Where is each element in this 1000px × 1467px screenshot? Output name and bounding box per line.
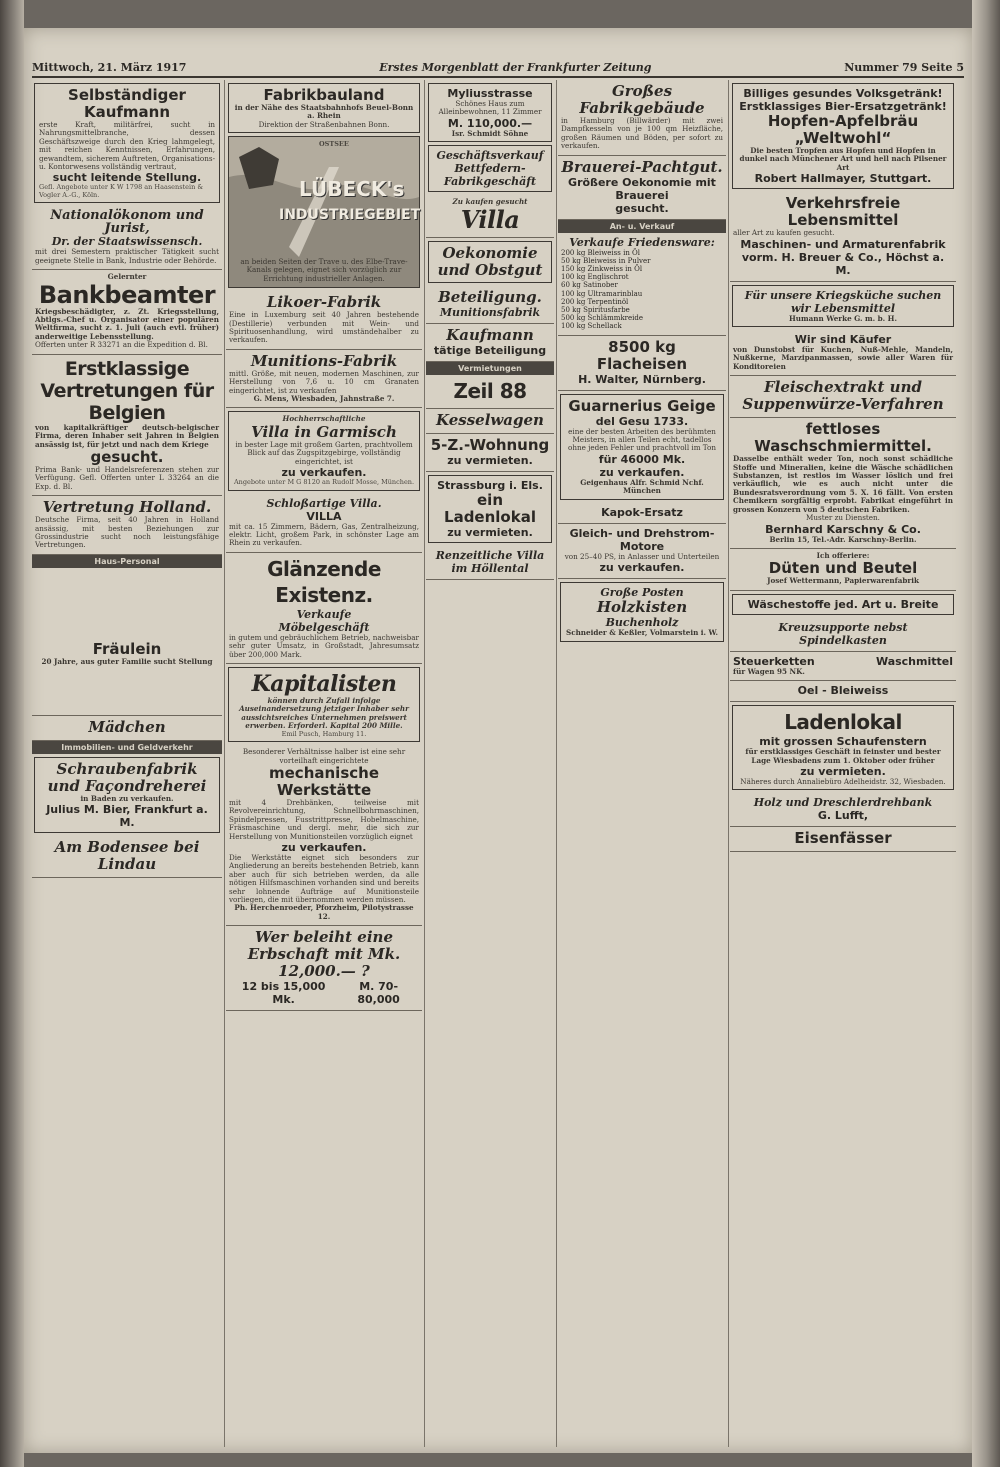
- ad-title: Renzeitliche Villa im Höllental: [435, 548, 545, 575]
- ad-sum-left: 12 bis 15,000 Mk.: [241, 980, 326, 1007]
- ad-label: Große Posten: [600, 586, 684, 600]
- column-rule: [728, 80, 729, 1447]
- ad-maedchen: [32, 716, 222, 741]
- ad-title: Oekonomie und Obstgut: [437, 243, 543, 279]
- ad-sub: tätige Beteiligung: [433, 343, 547, 357]
- ad-hoellental: [426, 546, 554, 580]
- section-haus-personal: Haus-Personal: [32, 555, 222, 568]
- ad-eisenfaesser: [730, 827, 956, 852]
- ad-contact: Humann Werke G. m. b. H.: [789, 313, 897, 323]
- column-rule: [224, 80, 225, 1447]
- header-issue: Nummer 79 Seite 5: [844, 61, 964, 74]
- ad-subtitle: Dr. der Staatswissensch.: [51, 235, 203, 249]
- ad-price: M. 110,000.—: [447, 116, 533, 130]
- ad-title: Am Bodensee bei Lindau: [54, 838, 200, 874]
- ad-title: Villa in Garmisch: [251, 422, 397, 441]
- ad-belgien: [32, 355, 222, 496]
- ad-body: in bester Lage mit großem Garten, prachtvollem Blick auf das Zugspitzgebirge, vollständig eingerichtet, ist: [235, 439, 413, 466]
- ad-tueten: [730, 549, 956, 591]
- ad-title: Brauerei-Pachtgut.: [561, 157, 723, 176]
- ad-title: Wir sind Käufer: [794, 333, 892, 347]
- ad-steuerketten-block: [733, 655, 815, 676]
- ad-body: für erstklassiges Geschäft in feinster und bester Lage Wiesbadens zum 1. Oktober oder früher: [745, 747, 941, 765]
- ad-label: Ich offeriere:: [816, 550, 870, 560]
- ad-contact: Angebote unter M G 8120 an Rudolf Mosse, München.: [233, 478, 415, 487]
- ad-body: von kapitalkräftiger deutsch-belgischer Firma, deren Inhaber seit Jahren in Belgien ansässig ist, für jetzt und nach dem Kriege: [35, 422, 219, 449]
- ad-contact: Julius M. Bier, Frankfurt a. M.: [46, 803, 208, 830]
- ad-title: Glänzende Existenz.: [267, 556, 381, 607]
- ad-fabrikgebaeude: [558, 80, 726, 156]
- ad-wohnung: [426, 434, 554, 472]
- ad-label: Zu kaufen gesucht: [452, 197, 528, 207]
- ad-ladenlokal: [732, 705, 954, 790]
- ad-title: Kapitalisten: [251, 671, 397, 698]
- ad-body: mittl. Größe, mit neuen, modernen Maschinen, zur Herstellung von 7,6 u. 10 cm Granaten eingerichtet, ist zu verkaufen: [229, 368, 419, 395]
- ad-title: 8500 kg Flacheisen: [596, 337, 688, 373]
- ad-title: Selbständiger Kaufmann: [68, 86, 186, 121]
- ad-title: Beteiligung.: [438, 287, 542, 306]
- ad-fabrikbauland: [228, 83, 420, 133]
- ad-kreuzsupporte: [730, 618, 956, 652]
- ad-title: Erstklassige Vertretungen für Belgien: [40, 357, 214, 424]
- ad-title: Bankbeamter: [38, 280, 216, 309]
- ad-flacheisen: [558, 336, 726, 391]
- ad-sub: Buchenholz: [605, 616, 679, 630]
- page-header: [32, 58, 964, 78]
- ad-intro: Besonderer Verhältnisse halber ist eine sehr vorteilhaft eingerichtete: [242, 747, 406, 765]
- ad-brauerei: [558, 156, 726, 220]
- ad-contact: Geigenhaus Alfr. Schmid Nchf. München: [580, 477, 704, 496]
- ad-holzkisten: [560, 582, 724, 641]
- ad-contact: Emil Pusch, Hamburg 11.: [281, 729, 367, 738]
- ad-body: Die besten Tropfen aus Hopfen und Hopfen in dunkel nach Münchener Art und hell nach Pilsener Art: [739, 146, 947, 172]
- ad-strassburg: [428, 475, 552, 543]
- ad-body: Schönes Haus zum Alleinbewohnen, 11 Zimmer: [438, 99, 542, 117]
- ad-year: del Gesu 1733.: [595, 414, 689, 428]
- ad-title: Mädchen: [88, 717, 166, 736]
- ad-title: Verkehrsfreie Lebensmittel: [785, 194, 901, 230]
- ad-motoren: [558, 524, 726, 579]
- ad-title: Myliusstrasse: [447, 87, 533, 100]
- ad-title: Zeil 88: [453, 378, 527, 403]
- ad-headline: zu verkaufen.: [281, 466, 367, 480]
- ad-title: Kreuzsupporte nebst Spindelkasten: [778, 620, 908, 647]
- ad-title: Oel - Bleiweiss: [797, 684, 889, 698]
- ad-title: Großes Fabrikgebäude: [579, 82, 705, 117]
- ad-bodensee: [32, 836, 222, 878]
- ad-note: Muster zu Diensten.: [806, 513, 880, 523]
- ad-body: können durch Zufall infolge Auseinandersetzung jetziger Inhaber sehr aussichtsreiches Unternehmen preiswert erwerben. Erforderl. Kapital 200 Mille.: [239, 696, 409, 731]
- ad-beteiligung: [426, 286, 554, 324]
- ad-title: Holz und Dreschlerdrehbank: [753, 796, 933, 810]
- ad-body: mit ca. 15 Zimmern, Bädern, Gas, Zentralheizung, elektr. Licht, großem Park, in schönster Lage am Rhein zu verkaufen.: [229, 521, 419, 548]
- ad-sums: [229, 980, 419, 1006]
- ad-title: Holzkisten: [596, 598, 688, 617]
- ad-fraeulein: [32, 568, 222, 716]
- ad-title: Strassburg i. Els.: [437, 478, 543, 492]
- ad-contact: G. Mens, Wiesbaden, Jahnstraße 7.: [253, 394, 395, 404]
- list-item: 50 kg Spiritusfarbe: [561, 306, 630, 315]
- book-spine: [0, 0, 24, 1467]
- ad-sub: Möbelgeschäft: [278, 620, 370, 634]
- ad-contact: Robert Hallmayer, Stuttgart.: [754, 172, 932, 186]
- ad-headline: zu verkaufen.: [599, 465, 685, 479]
- ad-body: 20 Jahre, aus guter Familie sucht Stellung: [41, 656, 213, 666]
- ad-title: fettloses Waschschmiermittel.: [754, 420, 932, 456]
- ad-myliusstrasse: [428, 83, 552, 142]
- list-item: 200 kg Terpentinöl: [561, 297, 629, 306]
- ad-body: mit 4 Drehbänken, teilweise mit Revolvereinrichtung, Schnellbohrmaschinen, Spindelpressen, Fusstrittpresse, Hobelmaschine, Fräsmaschine und dergl. mehr, die sich zur Herstellung von Munitionsteilen vorzüglich eignet: [229, 797, 419, 841]
- ad-body: von 25–40 PS, in Anlasser und Unterteilen: [564, 551, 720, 561]
- column-2: [226, 80, 422, 1447]
- ad-volksgetraenk: [732, 83, 954, 189]
- ad-contact: Bernhard Karschny & Co.: [765, 522, 921, 536]
- ad-kaufmann-beteiligung: [426, 324, 554, 362]
- ad-label: Gelernter: [107, 272, 147, 282]
- ad-contact: Isr. Schmidt Söhne: [451, 128, 529, 138]
- ad-title: Schloßartige Villa.: [266, 496, 382, 510]
- ad-contact: Gefl. Angebote unter K W 1798 an Haasenstein & Vogler A.-G., Köln.: [39, 183, 204, 199]
- ad-kaeufer: [730, 330, 956, 376]
- ad-body: in der Nähe des Staatsbahnhofs Beuel-Bonn a. Rhein: [234, 103, 414, 121]
- ad-headline: zu vermieten.: [447, 453, 533, 467]
- ad-body: erste Kraft, militärfrei, sucht in Nahrungsmittelbranche, dessen Geschäftszweige durch den Krieg lahmgelegt, mit reichen Kenntnissen, Erfahrungen, gewandtem, sicherem Auftreten, Organisations- u. Kontorwesens vollständig vertraut,: [39, 120, 215, 172]
- ad-title: Geschäftsverkauf: [436, 149, 544, 163]
- ad-contact: Offerten unter R 33271 an die Expedition d. Bl.: [35, 340, 208, 350]
- ad-kriegskueche: [732, 285, 954, 327]
- ad-title: Wer beleiht eine Erbschaft mit Mk. 12,000.— ?: [247, 928, 401, 981]
- ad-contact: H. Walter, Nürnberg.: [578, 372, 706, 386]
- ad-body: eine der besten Arbeiten des berühmten Meisters, in allen Teilen echt, tadellos ohne jeden Fehler und prachtvoll im Ton: [568, 426, 716, 453]
- ad-title: Gleich- und Drehstrom-Motore: [569, 526, 715, 553]
- ad-waschmittel-2: Waschmittel: [875, 654, 953, 668]
- ad-schlossartige: [226, 494, 422, 553]
- ad-top-label: OSTSEE: [319, 140, 349, 149]
- ad-body-2: Die Werkstätte eignet sich besonders zur Angliederung an bereits bestehenden Betrieb, kann aber auch für sich betrieben werden, da alle nötigen Hilfsmaschinen vorhanden sind und bereits sehr lohnende Aufträge auf Munitionsteile vorliegen, die mit übernommen werden müssen.: [229, 853, 419, 905]
- column-4: [558, 80, 726, 1447]
- ad-label: Verkaufe: [296, 607, 352, 621]
- ad-geschaeftsverkauf: [428, 145, 552, 192]
- ad-title: 5-Z.-Wohnung: [430, 435, 550, 454]
- ad-title: Verkaufe Friedensware:: [569, 235, 715, 249]
- ad-title: mechanische Werkstätte: [269, 763, 379, 799]
- ad-contact: Josef Wettermann, Papierwarenfabrik: [767, 576, 919, 586]
- ad-sub: Größere Oekonomie mit Brauerei: [568, 175, 716, 202]
- column-rule: [556, 80, 557, 1447]
- ad-holz: [730, 793, 956, 827]
- ad-villa-gesucht: [426, 195, 554, 237]
- ad-headline: zu verkaufen.: [599, 561, 685, 575]
- ad-body: in gutem und gebräuchlichem Betrieb, nachweisbar sehr guter Umsatz, in Großstadt, Jahresumsatz über 200,000 Mark.: [229, 632, 419, 659]
- ad-munitions: [226, 350, 422, 409]
- ad-sub: Erstklassiges Bier-Ersatzgetränk!: [739, 100, 947, 113]
- ad-body: Dasselbe enthält weder Ton, noch sonst schädliche Stoffe und Mineralien, keine die Wäsche schädlichen Substanzen, ist restlos im Wasser löslich und frei verkäuflich, wie es auch nicht unter die Bundesratsverordnung vom 5. X. 16 fällt. Von ersten Chemikern sorgfältig erprobt. Fabrikat eingeführt in grossen Konzern von 5 deutschen Fabriken.: [733, 454, 953, 514]
- ad-contact: Näheres durch Annaliebüro Adelheidstr. 32, Wiesbaden.: [740, 776, 946, 786]
- ad-luebeck: [228, 136, 420, 288]
- ad-title: Eisenfässer: [794, 829, 892, 848]
- list-item: 50 kg Bleiweiss in Pulver: [561, 256, 651, 265]
- ad-nationaloekonom: [32, 206, 222, 270]
- ad-garmisch: [228, 411, 420, 490]
- ad-contact: Maschinen- und Armaturenfabrik vorm. H. Breuer & Co., Höchst a. M.: [740, 237, 946, 277]
- ad-body: Eine in Luxemburg seit 40 Jahren bestehende (Destillerie) verbunden mit Wein- und Spirituosenhandlung, wird umständehalber zu verkaufen.: [229, 310, 419, 345]
- ad-body: Kriegsbeschädigter, z. Zt. Kriegsstellung, Abtlgs.-Chef u. Organisator einer populären Weltfirma, sucht z. 1. Juli (auch evtl. früher) anderweitige Lebensstellung.: [35, 306, 219, 341]
- ad-zeil: [426, 375, 554, 409]
- list-item: 100 kg Schellack: [561, 322, 622, 331]
- newspaper-page: [24, 28, 972, 1453]
- ad-title: Vertretung Holland.: [42, 498, 212, 517]
- ad-kapok: [558, 503, 726, 524]
- ad-body: Deutsche Firma, seit 40 Jahren in Holland ansässig, mit besten Beziehungen zur Grossindustrie sucht noch leistungsfähige Vertretungen.: [35, 515, 219, 550]
- ad-title: Für unsere Kriegsküche suchen wir Lebensmittel: [744, 288, 942, 315]
- ad-label: Hochherrschaftliche: [282, 414, 366, 424]
- ad-contact: G. Lufft,: [817, 809, 869, 823]
- column-1: [32, 80, 222, 1447]
- ad-sub: Bettfedern-Fabrikgeschäft: [443, 162, 537, 189]
- list-item: 60 kg Satinober: [561, 281, 618, 290]
- ad-guarnerius: [560, 394, 724, 500]
- ad-title: Kaufmann: [446, 325, 534, 344]
- ad-title: LÜBECK's: [299, 177, 405, 202]
- ad-werkstaette: [226, 745, 422, 926]
- ad-body: mit drei Semestern praktischer Tätigkeit sucht geeignete Stelle in Bank, Industrie oder Behörde.: [35, 247, 219, 265]
- ad-sub: Munitionsfabrik: [439, 305, 541, 319]
- ad-erbschaft: [226, 926, 422, 1011]
- header-date: Mittwoch, 21. März 1917: [32, 61, 187, 74]
- ad-title: Villa: [460, 204, 520, 234]
- ad-title: Ladenlokal: [784, 710, 902, 735]
- list-item: 150 kg Zinkweiss in Öl: [561, 265, 643, 274]
- ad-body: in Hamburg (Billwärder) mit zwei Dampfkesseln von je 100 qm Heizfläche, großen Räumen und Böden, per sofort zu verkaufen.: [561, 116, 723, 151]
- ad-body: an beiden Seiten der Trave u. des Elbe-Trave-Kanals gelegen, eignet sich vorzüglich zur Errichtung industrieller Anlagen.: [240, 257, 408, 283]
- ad-headline: zu vermieten.: [800, 764, 886, 778]
- ad-headline: gesucht.: [615, 201, 669, 215]
- ad-headline: gesucht.: [90, 447, 164, 466]
- list-item: 100 kg Ultramarinblau: [561, 289, 643, 298]
- ad-holland: [32, 496, 222, 555]
- ad-schraubenfabrik: [34, 757, 220, 833]
- ad-label: VILLA: [306, 509, 342, 523]
- ad-bleiweiss: [730, 681, 956, 702]
- ad-title: Likoer-Fabrik: [266, 293, 382, 312]
- page-edge: [972, 0, 1000, 1467]
- column-5: [730, 80, 956, 1447]
- ad-title: Steuerketten: [733, 654, 815, 668]
- ad-sub: ein Ladenlokal: [444, 490, 536, 526]
- ad-kesselwagen: [426, 409, 554, 434]
- ad-title: Düten und Beutel: [768, 559, 918, 578]
- ad-title: Schraubenfabrik und Façondreherei: [47, 759, 207, 795]
- ad-waschmittel: [730, 418, 956, 549]
- ad-sub: mit grossen Schaufenstern: [759, 735, 927, 749]
- ad-body: aller Art zu kaufen gesucht.: [733, 228, 835, 238]
- ad-title: Fräulein: [92, 639, 162, 658]
- ad-headline: zu vermieten.: [447, 525, 533, 539]
- ad-friedensware: [558, 233, 726, 336]
- ad-headline: sucht leitende Stellung.: [52, 171, 202, 185]
- ad-steuerketten: [730, 652, 956, 681]
- list-item: 200 kg Bleiweiss in Öl: [561, 248, 641, 257]
- list-item: 500 kg Schlämmkreide: [561, 314, 644, 323]
- ad-existenz: [226, 553, 422, 664]
- ad-waschestoffe: [732, 594, 954, 615]
- ad-kaufmann: [34, 83, 220, 203]
- column-rule: [424, 80, 425, 1447]
- column-3: [426, 80, 554, 1447]
- ad-headline: zu verkaufen.: [281, 841, 367, 854]
- ad-footer: Prima Bank- und Handelsreferenzen stehen zur Verfügung. Gefl. Offerten unter L 33264 an die Exp. d. Bl.: [35, 464, 219, 491]
- ad-title: Kesselwagen: [436, 410, 544, 429]
- ad-contact: Ph. Herchenroeder, Pforzheim, Pilotystrasse 12.: [234, 903, 414, 921]
- ad-likoer: [226, 291, 422, 350]
- ad-sum-right: M. 70-80,000: [357, 980, 400, 1007]
- ad-price: für 46000 Mk.: [598, 452, 686, 466]
- ad-lebensmittel: [730, 192, 956, 281]
- ad-fleischextrakt: [730, 376, 956, 418]
- ad-body: in Baden zu verkaufen.: [80, 793, 174, 803]
- ad-title: Nationalökonom und Jurist,: [50, 208, 204, 237]
- ad-brand: Hopfen-Apfelbräu „Weltwohl“: [767, 112, 919, 147]
- ad-body: von Dunstobst für Kuchen, Nuß-Mehle, Mandeln, Nußkerne, Marzipanmassen, sowie aller Waren für Konditoreien: [733, 345, 953, 371]
- ad-address: Berlin 15, Tel.-Adr. Karschny-Berlin.: [769, 534, 917, 544]
- ad-sub: für Wagen 95 NK.: [733, 666, 805, 676]
- ad-title: Wäschestoffe jed. Art u. Breite: [747, 597, 939, 611]
- ad-title: Fabrikbauland: [263, 86, 385, 104]
- section-vermietungen: Vermietungen: [426, 362, 554, 375]
- ad-title: Fleischextrakt und Suppenwürze-Verfahren: [742, 378, 944, 414]
- ad-title: Munitions-Fabrik: [250, 351, 398, 370]
- ad-footer: Direktion der Straßenbahnen Bonn.: [258, 119, 390, 129]
- ad-kapitalisten: [228, 667, 420, 742]
- section-an-verkauf: An- u. Verkauf: [558, 220, 726, 233]
- ad-subtitle: INDUSTRIEGEBIET: [279, 207, 421, 224]
- list-item: 100 kg Englischrot: [561, 273, 629, 282]
- ad-title: Guarnerius Geige: [568, 396, 716, 415]
- ad-contact: Schneider & Keßler, Volmarstein i. W.: [566, 628, 718, 638]
- section-immobilien: Immobilien- und Geldverkehr: [32, 741, 222, 754]
- ad-oekonomie: [428, 241, 552, 283]
- ad-title: Billiges gesundes Volksgetränk!: [743, 87, 943, 100]
- ad-title: Kapok-Ersatz: [601, 505, 683, 519]
- ad-bankbeamter: [32, 270, 222, 354]
- header-title: Erstes Morgenblatt der Frankfurter Zeitung: [379, 61, 652, 74]
